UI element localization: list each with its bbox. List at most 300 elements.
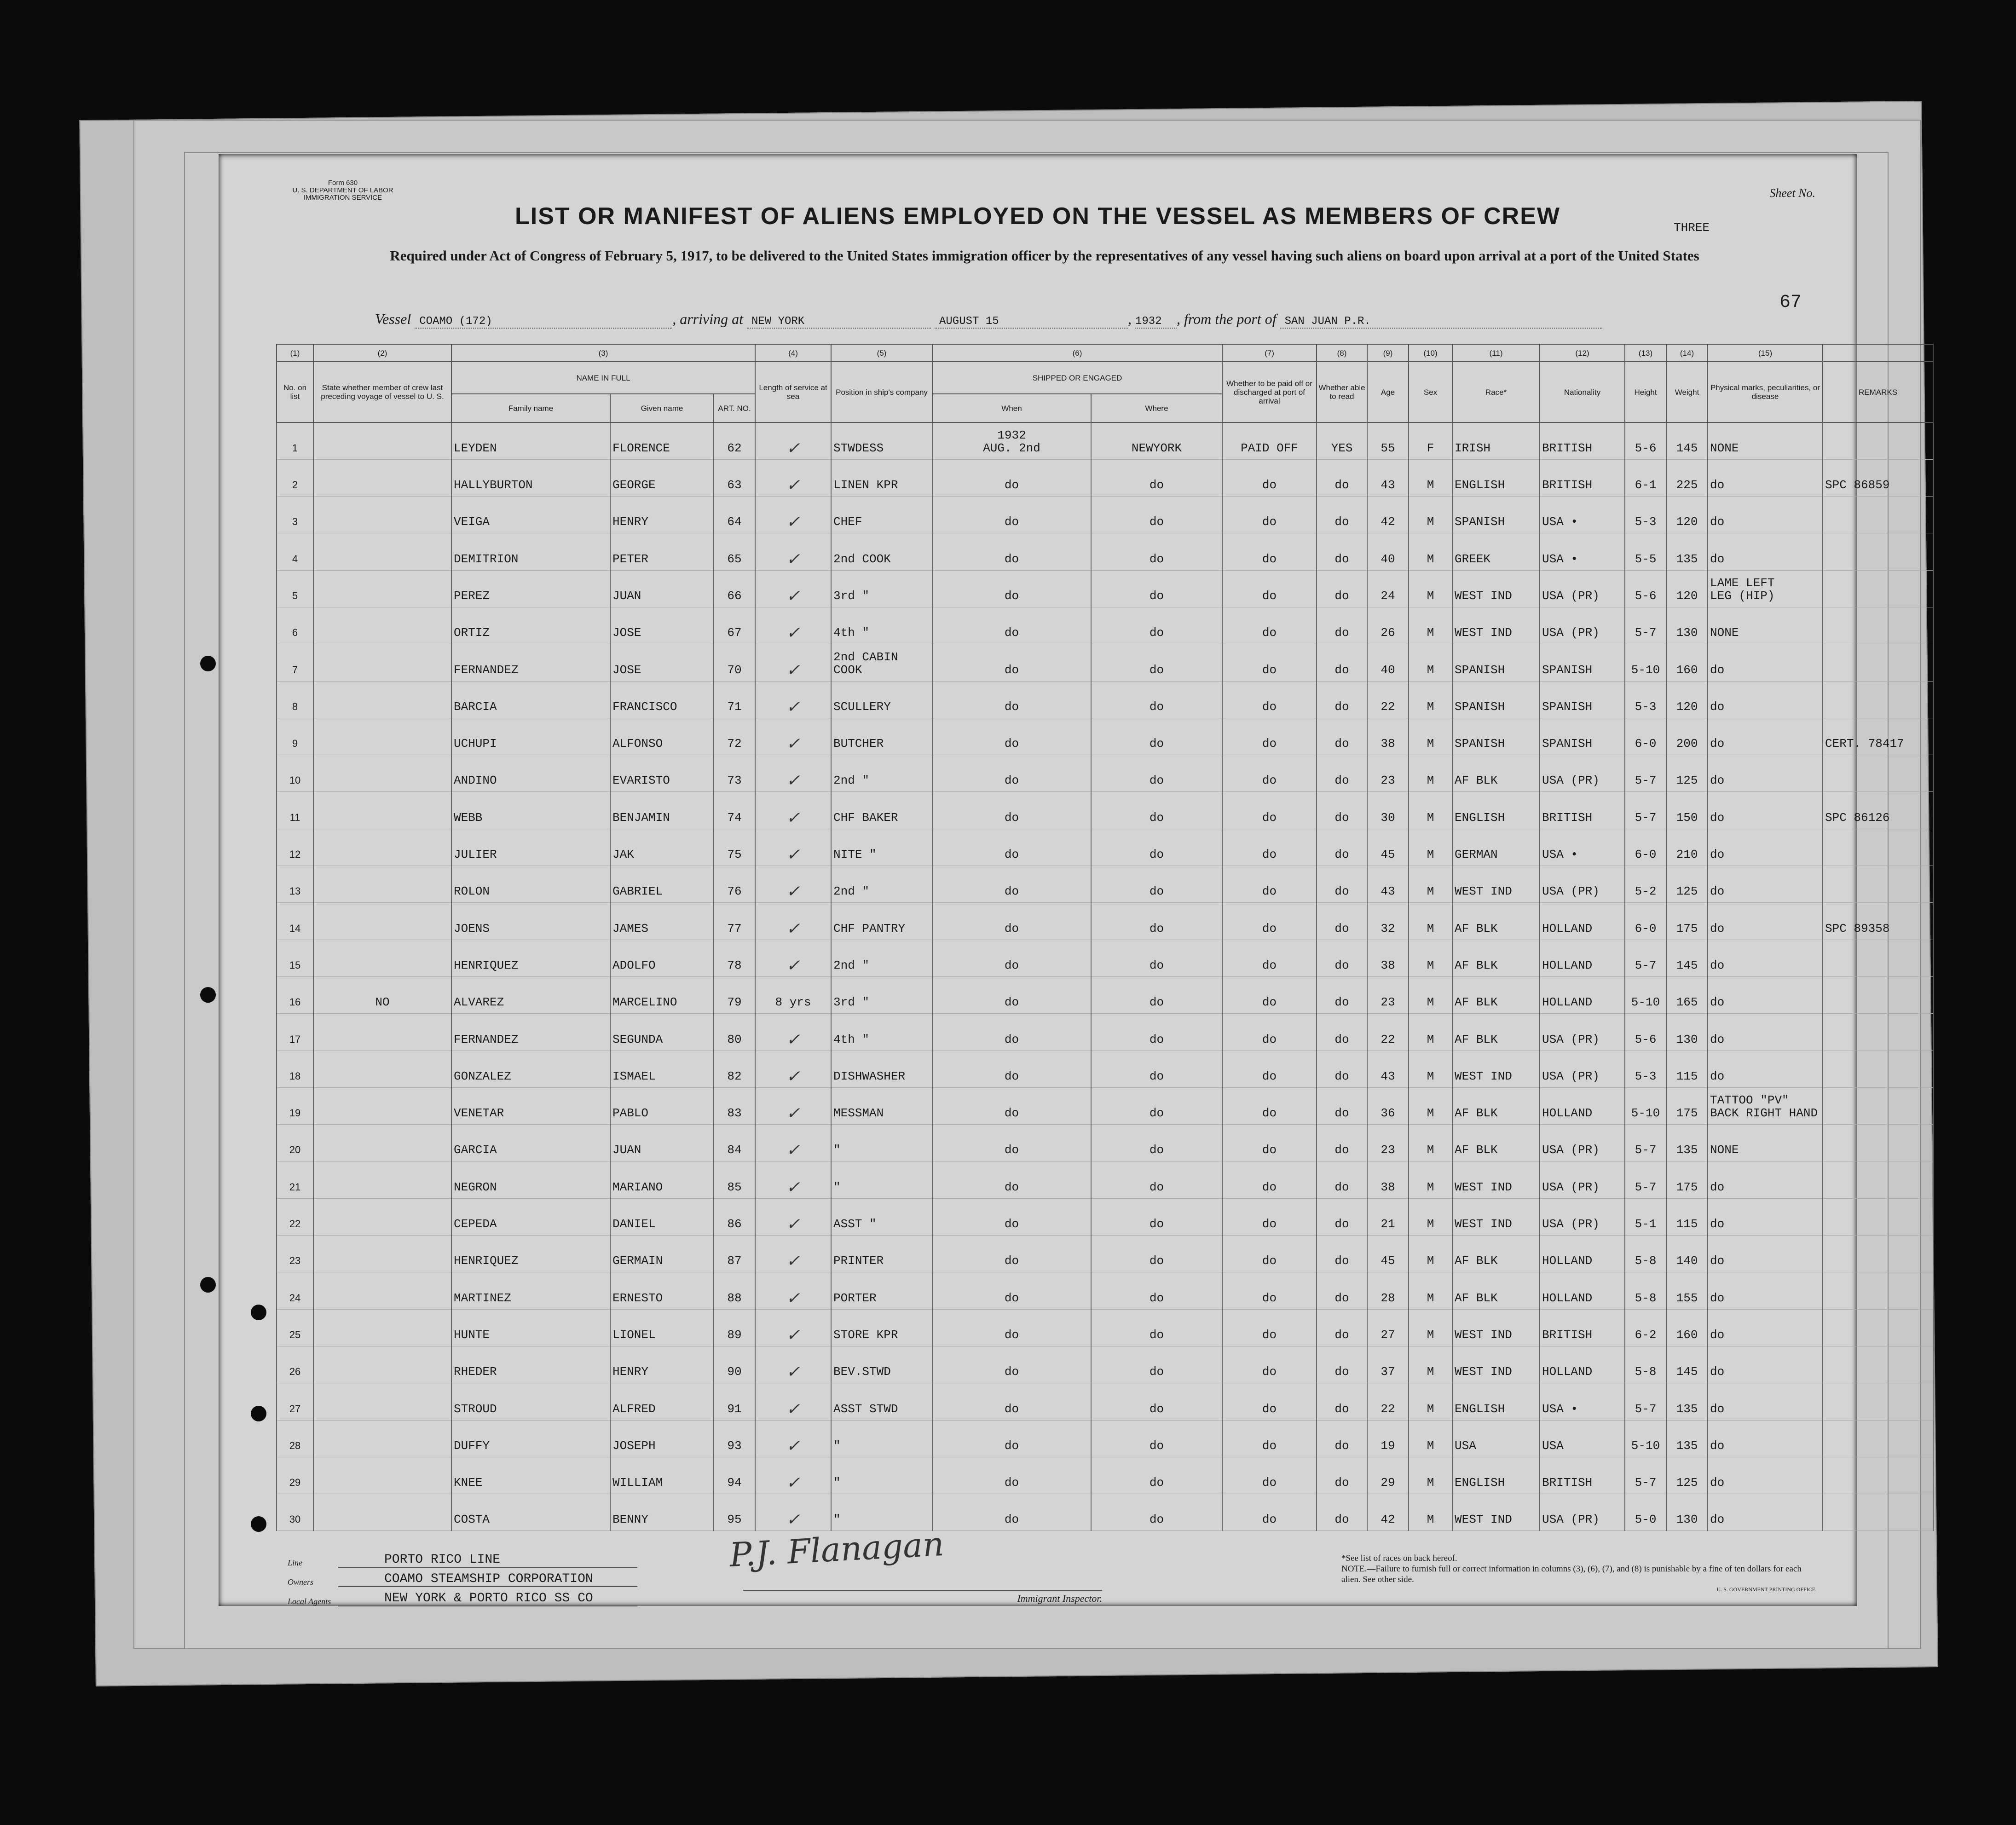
row-age: 29 — [1367, 1457, 1409, 1494]
row-remarks — [1823, 1051, 1933, 1087]
row-age: 43 — [1367, 459, 1409, 496]
row-shipped-when: do — [932, 1346, 1091, 1383]
row-weight: 135 — [1666, 533, 1708, 570]
row-remarks — [1823, 1383, 1933, 1420]
row-height: 5-7 — [1625, 1383, 1666, 1420]
row-previous-voyage — [313, 1383, 451, 1420]
row-family-name: JOENS — [451, 903, 610, 940]
row-given-name: GABRIEL — [610, 866, 714, 903]
row-paid-off: do — [1222, 497, 1317, 533]
row-sex: M — [1409, 1494, 1452, 1531]
department-name: U. S. DEPARTMENT OF LABOR — [292, 186, 393, 194]
row-physical-marks: do — [1708, 866, 1823, 903]
row-weight: 145 — [1666, 940, 1708, 976]
row-art-no: 73 — [714, 755, 755, 792]
row-weight: 120 — [1666, 570, 1708, 607]
row-given-name: MARIANO — [610, 1161, 714, 1198]
row-race: WEST IND — [1452, 866, 1540, 903]
row-height: 5-8 — [1625, 1346, 1666, 1383]
row-length-of-service: ✓ — [755, 607, 831, 644]
row-number: 17 — [277, 1014, 313, 1051]
row-number: 29 — [277, 1457, 313, 1494]
row-position: 3rd " — [831, 976, 932, 1013]
col-num-14: (14) — [1666, 344, 1708, 362]
row-paid-off: do — [1222, 1198, 1317, 1235]
row-previous-voyage — [313, 1346, 451, 1383]
table-row — [277, 903, 1933, 940]
row-sex: M — [1409, 718, 1452, 755]
row-age: 27 — [1367, 1309, 1409, 1346]
row-able-to-read: do — [1317, 1420, 1367, 1457]
row-given-name: ADOLFO — [610, 940, 714, 976]
row-race: AF BLK — [1452, 940, 1540, 976]
row-position: PRINTER — [831, 1236, 932, 1272]
row-length-of-service: ✓ — [755, 1494, 831, 1531]
row-shipped-where: do — [1091, 533, 1222, 570]
crew-manifest-table — [276, 344, 1934, 1531]
row-remarks — [1823, 1346, 1933, 1383]
row-shipped-when: do — [932, 1383, 1091, 1420]
row-physical-marks: do — [1708, 1309, 1823, 1346]
row-given-name: DANIEL — [610, 1198, 714, 1235]
row-physical-marks: do — [1708, 1161, 1823, 1198]
row-sex: M — [1409, 1161, 1452, 1198]
row-given-name: FRANCISCO — [610, 681, 714, 718]
row-race: WEST IND — [1452, 1309, 1540, 1346]
row-position: " — [831, 1125, 932, 1161]
table-row — [277, 1051, 1933, 1087]
row-sex: M — [1409, 1198, 1452, 1235]
row-physical-marks: do — [1708, 1272, 1823, 1309]
row-race: GERMAN — [1452, 829, 1540, 866]
header-physical-marks: Physical marks, peculiarities, or disease — [1708, 362, 1823, 422]
col-num-11: (11) — [1452, 344, 1540, 362]
row-physical-marks: NONE — [1708, 422, 1823, 459]
agents-value: NEW YORK & PORTO RICO SS CO — [338, 1591, 637, 1606]
table-row — [277, 1198, 1933, 1235]
table-row — [277, 718, 1933, 755]
row-number: 21 — [277, 1161, 313, 1198]
row-given-name: JOSEPH — [610, 1420, 714, 1457]
header-remarks: REMARKS — [1823, 362, 1933, 422]
row-age: 24 — [1367, 570, 1409, 607]
row-nationality: HOLLAND — [1540, 1236, 1625, 1272]
row-length-of-service: ✓ — [755, 497, 831, 533]
row-physical-marks: do — [1708, 1420, 1823, 1457]
row-weight: 115 — [1666, 1051, 1708, 1087]
row-art-no: 90 — [714, 1346, 755, 1383]
row-family-name: HENRIQUEZ — [451, 940, 610, 976]
row-given-name: WILLIAM — [610, 1457, 714, 1494]
row-length-of-service: ✓ — [755, 940, 831, 976]
row-length-of-service: ✓ — [755, 1051, 831, 1087]
row-position: 2nd CABIN COOK — [831, 644, 932, 681]
row-shipped-where: do — [1091, 1457, 1222, 1494]
row-shipped-when: do — [932, 1309, 1091, 1346]
row-nationality: SPANISH — [1540, 681, 1625, 718]
manifest-page — [219, 154, 1904, 1606]
row-nationality: HOLLAND — [1540, 976, 1625, 1013]
table-row — [277, 681, 1933, 718]
row-nationality: USA (PR) — [1540, 755, 1625, 792]
row-paid-off: do — [1222, 1161, 1317, 1198]
row-weight: 130 — [1666, 607, 1708, 644]
row-number: 10 — [277, 755, 313, 792]
row-shipped-when: do — [932, 903, 1091, 940]
row-family-name: BARCIA — [451, 681, 610, 718]
row-previous-voyage — [313, 1014, 451, 1051]
row-paid-off: do — [1222, 792, 1317, 829]
row-height: 5-10 — [1625, 1087, 1666, 1124]
row-length-of-service: ✓ — [755, 644, 831, 681]
row-paid-off: do — [1222, 644, 1317, 681]
row-remarks: SPC 86859 — [1823, 459, 1933, 496]
note-penalty: NOTE.—Failure to furnish full or correct information in columns (3), (6), (7), and (8) is punishable by a fine of ten dollars for each alien. See other side. — [1341, 1564, 1802, 1584]
row-able-to-read: do — [1317, 976, 1367, 1013]
row-paid-off: do — [1222, 1125, 1317, 1161]
row-nationality: USA (PR) — [1540, 866, 1625, 903]
row-nationality: USA • — [1540, 829, 1625, 866]
row-able-to-read: do — [1317, 1087, 1367, 1124]
row-position: STORE KPR — [831, 1309, 932, 1346]
row-shipped-when: do — [932, 829, 1091, 866]
row-physical-marks: do — [1708, 976, 1823, 1013]
row-able-to-read: do — [1317, 644, 1367, 681]
row-sex: M — [1409, 1383, 1452, 1420]
row-length-of-service: ✓ — [755, 903, 831, 940]
row-remarks — [1823, 497, 1933, 533]
row-physical-marks: LAME LEFT LEG (HIP) — [1708, 570, 1823, 607]
row-race: ENGLISH — [1452, 459, 1540, 496]
header-position: Position in ship's company — [831, 362, 932, 422]
row-remarks — [1823, 1087, 1933, 1124]
header-state-whether: State whether member of crew last preceding voyage of vessel to U. S. — [313, 362, 451, 422]
row-previous-voyage — [313, 718, 451, 755]
row-nationality: BRITISH — [1540, 422, 1625, 459]
row-number: 20 — [277, 1125, 313, 1161]
table-row — [277, 570, 1933, 607]
row-remarks — [1823, 829, 1933, 866]
row-previous-voyage — [313, 1198, 451, 1235]
row-previous-voyage — [313, 607, 451, 644]
row-race: AF BLK — [1452, 976, 1540, 1013]
row-length-of-service: ✓ — [755, 829, 831, 866]
row-art-no: 63 — [714, 459, 755, 496]
row-nationality: SPANISH — [1540, 644, 1625, 681]
row-height: 5-8 — [1625, 1236, 1666, 1272]
row-remarks — [1823, 1198, 1933, 1235]
manifest-rows — [277, 422, 1933, 1531]
row-race: WEST IND — [1452, 1198, 1540, 1235]
row-remarks — [1823, 681, 1933, 718]
row-length-of-service: ✓ — [755, 459, 831, 496]
form-number: Form 630 — [328, 179, 358, 187]
row-length-of-service: ✓ — [755, 1420, 831, 1457]
row-paid-off: do — [1222, 1494, 1317, 1531]
header-name-in-full: NAME IN FULL — [451, 362, 755, 394]
row-number: 23 — [277, 1236, 313, 1272]
row-shipped-when: do — [932, 681, 1091, 718]
row-sex: M — [1409, 1051, 1452, 1087]
row-shipped-where: do — [1091, 1309, 1222, 1346]
row-height: 5-7 — [1625, 940, 1666, 976]
row-shipped-where: do — [1091, 459, 1222, 496]
row-sex: M — [1409, 459, 1452, 496]
row-sex: M — [1409, 1309, 1452, 1346]
row-sex: M — [1409, 1272, 1452, 1309]
table-row — [277, 533, 1933, 570]
row-shipped-where: do — [1091, 866, 1222, 903]
row-family-name: JULIER — [451, 829, 610, 866]
row-shipped-when: do — [932, 497, 1091, 533]
row-shipped-when: do — [932, 1494, 1091, 1531]
col-num-13: (13) — [1625, 344, 1666, 362]
row-number: 27 — [277, 1383, 313, 1420]
row-age: 38 — [1367, 1161, 1409, 1198]
row-paid-off: do — [1222, 1457, 1317, 1494]
row-position: 3rd " — [831, 570, 932, 607]
row-sex: M — [1409, 1346, 1452, 1383]
col-num-5: (5) — [831, 344, 932, 362]
row-able-to-read: do — [1317, 533, 1367, 570]
footer-notes — [1341, 1553, 1802, 1585]
row-art-no: 87 — [714, 1236, 755, 1272]
row-nationality: HOLLAND — [1540, 1272, 1625, 1309]
row-length-of-service: ✓ — [755, 1236, 831, 1272]
row-sex: M — [1409, 681, 1452, 718]
row-weight: 140 — [1666, 1236, 1708, 1272]
row-position: CHF PANTRY — [831, 903, 932, 940]
row-family-name: HALLYBURTON — [451, 459, 610, 496]
row-paid-off: do — [1222, 940, 1317, 976]
row-able-to-read: do — [1317, 866, 1367, 903]
row-paid-off: do — [1222, 681, 1317, 718]
row-shipped-where: do — [1091, 1420, 1222, 1457]
header-shipped-or-engaged: SHIPPED OR ENGAGED — [932, 362, 1222, 394]
row-number: 4 — [277, 533, 313, 570]
row-height: 6-2 — [1625, 1309, 1666, 1346]
row-shipped-where: do — [1091, 792, 1222, 829]
row-number: 14 — [277, 903, 313, 940]
row-family-name: ANDINO — [451, 755, 610, 792]
row-height: 5-6 — [1625, 1014, 1666, 1051]
row-weight: 125 — [1666, 755, 1708, 792]
row-height: 5-5 — [1625, 533, 1666, 570]
row-sex: M — [1409, 866, 1452, 903]
row-able-to-read: do — [1317, 829, 1367, 866]
row-age: 22 — [1367, 1014, 1409, 1051]
form-identifier — [288, 179, 398, 202]
row-length-of-service: ✓ — [755, 718, 831, 755]
row-family-name: ORTIZ — [451, 607, 610, 644]
row-remarks — [1823, 1420, 1933, 1457]
table-row — [277, 1309, 1933, 1346]
header-no-on-list: No. on list — [277, 362, 313, 422]
row-shipped-when: do — [932, 792, 1091, 829]
row-nationality: USA • — [1540, 533, 1625, 570]
row-art-no: 86 — [714, 1198, 755, 1235]
row-remarks — [1823, 1014, 1933, 1051]
row-paid-off: do — [1222, 570, 1317, 607]
row-length-of-service: 8 yrs — [755, 976, 831, 1013]
row-family-name: DUFFY — [451, 1420, 610, 1457]
row-paid-off: do — [1222, 829, 1317, 866]
row-family-name: HUNTE — [451, 1309, 610, 1346]
row-able-to-read: do — [1317, 1309, 1367, 1346]
row-weight: 130 — [1666, 1494, 1708, 1531]
header-art-no: ART. NO. — [714, 394, 755, 422]
row-shipped-when: do — [932, 1457, 1091, 1494]
row-age: 26 — [1367, 607, 1409, 644]
row-race: AF BLK — [1452, 1125, 1540, 1161]
table-row — [277, 1346, 1933, 1383]
row-art-no: 85 — [714, 1161, 755, 1198]
row-art-no: 84 — [714, 1125, 755, 1161]
row-sex: M — [1409, 1420, 1452, 1457]
row-able-to-read: do — [1317, 1236, 1367, 1272]
row-given-name: HENRY — [610, 497, 714, 533]
row-given-name: PABLO — [610, 1087, 714, 1124]
row-age: 42 — [1367, 497, 1409, 533]
row-length-of-service: ✓ — [755, 866, 831, 903]
row-nationality: USA (PR) — [1540, 1161, 1625, 1198]
line-value: PORTO RICO LINE — [338, 1553, 637, 1568]
row-previous-voyage — [313, 792, 451, 829]
row-length-of-service: ✓ — [755, 422, 831, 459]
row-position: " — [831, 1161, 932, 1198]
row-number: 24 — [277, 1272, 313, 1309]
row-height: 6-0 — [1625, 829, 1666, 866]
owners-value: COAMO STEAMSHIP CORPORATION — [338, 1572, 637, 1587]
col-num-7: (7) — [1222, 344, 1317, 362]
row-previous-voyage — [313, 422, 451, 459]
row-remarks: SPC 86126 — [1823, 792, 1933, 829]
row-race: WEST IND — [1452, 1051, 1540, 1087]
binder-hole — [251, 1406, 266, 1421]
col-num-9: (9) — [1367, 344, 1409, 362]
row-shipped-when: do — [932, 644, 1091, 681]
row-physical-marks: do — [1708, 903, 1823, 940]
row-height: 5-3 — [1625, 1051, 1666, 1087]
row-remarks — [1823, 1272, 1933, 1309]
row-age: 37 — [1367, 1346, 1409, 1383]
row-able-to-read: do — [1317, 1014, 1367, 1051]
row-age: 23 — [1367, 976, 1409, 1013]
row-weight: 175 — [1666, 1161, 1708, 1198]
header-age: Age — [1367, 362, 1409, 422]
col-num-15: (15) — [1708, 344, 1823, 362]
binder-hole — [251, 1516, 266, 1532]
row-given-name: MARCELINO — [610, 976, 714, 1013]
row-family-name: CEPEDA — [451, 1198, 610, 1235]
col-num-1: (1) — [277, 344, 313, 362]
row-height: 5-10 — [1625, 976, 1666, 1013]
header-race: Race* — [1452, 362, 1540, 422]
row-physical-marks: do — [1708, 644, 1823, 681]
row-physical-marks: NONE — [1708, 1125, 1823, 1161]
row-able-to-read: do — [1317, 1383, 1367, 1420]
row-paid-off: do — [1222, 1346, 1317, 1383]
page-number: 67 — [1779, 292, 1802, 313]
arrival-year: 1932 — [1135, 315, 1177, 329]
row-position: CHEF — [831, 497, 932, 533]
row-position: MESSMAN — [831, 1087, 932, 1124]
row-art-no: 88 — [714, 1272, 755, 1309]
row-height: 5-6 — [1625, 570, 1666, 607]
row-position: LINEN KPR — [831, 459, 932, 496]
row-age: 21 — [1367, 1198, 1409, 1235]
row-shipped-where: do — [1091, 829, 1222, 866]
row-shipped-when: do — [932, 755, 1091, 792]
row-previous-voyage — [313, 866, 451, 903]
row-remarks — [1823, 422, 1933, 459]
row-physical-marks: do — [1708, 792, 1823, 829]
row-paid-off: PAID OFF — [1222, 422, 1317, 459]
row-length-of-service: ✓ — [755, 1087, 831, 1124]
row-given-name: SEGUNDA — [610, 1014, 714, 1051]
row-shipped-where: do — [1091, 1236, 1222, 1272]
row-sex: M — [1409, 755, 1452, 792]
row-able-to-read: do — [1317, 1346, 1367, 1383]
row-shipped-when: 1932 AUG. 2nd — [932, 422, 1091, 459]
row-family-name: GONZALEZ — [451, 1051, 610, 1087]
row-given-name: JOSE — [610, 644, 714, 681]
row-remarks — [1823, 976, 1933, 1013]
row-race: GREEK — [1452, 533, 1540, 570]
row-position: STWDESS — [831, 422, 932, 459]
row-sex: M — [1409, 976, 1452, 1013]
row-able-to-read: do — [1317, 1494, 1367, 1531]
row-race: AF BLK — [1452, 1014, 1540, 1051]
row-weight: 175 — [1666, 1087, 1708, 1124]
row-weight: 135 — [1666, 1420, 1708, 1457]
row-given-name: ERNESTO — [610, 1272, 714, 1309]
row-length-of-service: ✓ — [755, 1161, 831, 1198]
row-previous-voyage — [313, 1087, 451, 1124]
vessel-line — [375, 311, 1602, 329]
table-row — [277, 1161, 1933, 1198]
row-art-no: 70 — [714, 644, 755, 681]
row-remarks — [1823, 570, 1933, 607]
row-given-name: JAK — [610, 829, 714, 866]
row-remarks — [1823, 644, 1933, 681]
row-nationality: BRITISH — [1540, 1457, 1625, 1494]
row-paid-off: do — [1222, 718, 1317, 755]
row-physical-marks: do — [1708, 1494, 1823, 1531]
row-physical-marks: do — [1708, 459, 1823, 496]
row-height: 6-0 — [1625, 718, 1666, 755]
table-row — [277, 644, 1933, 681]
row-length-of-service: ✓ — [755, 1125, 831, 1161]
row-art-no: 93 — [714, 1420, 755, 1457]
row-position: 2nd " — [831, 940, 932, 976]
row-length-of-service: ✓ — [755, 792, 831, 829]
agents-label: Local Agents — [288, 1597, 331, 1606]
row-able-to-read: do — [1317, 607, 1367, 644]
row-height: 5-7 — [1625, 1161, 1666, 1198]
row-position: ASST STWD — [831, 1383, 932, 1420]
row-number: 3 — [277, 497, 313, 533]
row-height: 5-10 — [1625, 644, 1666, 681]
row-previous-voyage: NO — [313, 976, 451, 1013]
row-family-name: WEBB — [451, 792, 610, 829]
row-art-no: 76 — [714, 866, 755, 903]
row-height: 5-8 — [1625, 1272, 1666, 1309]
row-nationality: HOLLAND — [1540, 1087, 1625, 1124]
row-weight: 120 — [1666, 497, 1708, 533]
table-row — [277, 459, 1933, 496]
row-shipped-where: do — [1091, 1087, 1222, 1124]
